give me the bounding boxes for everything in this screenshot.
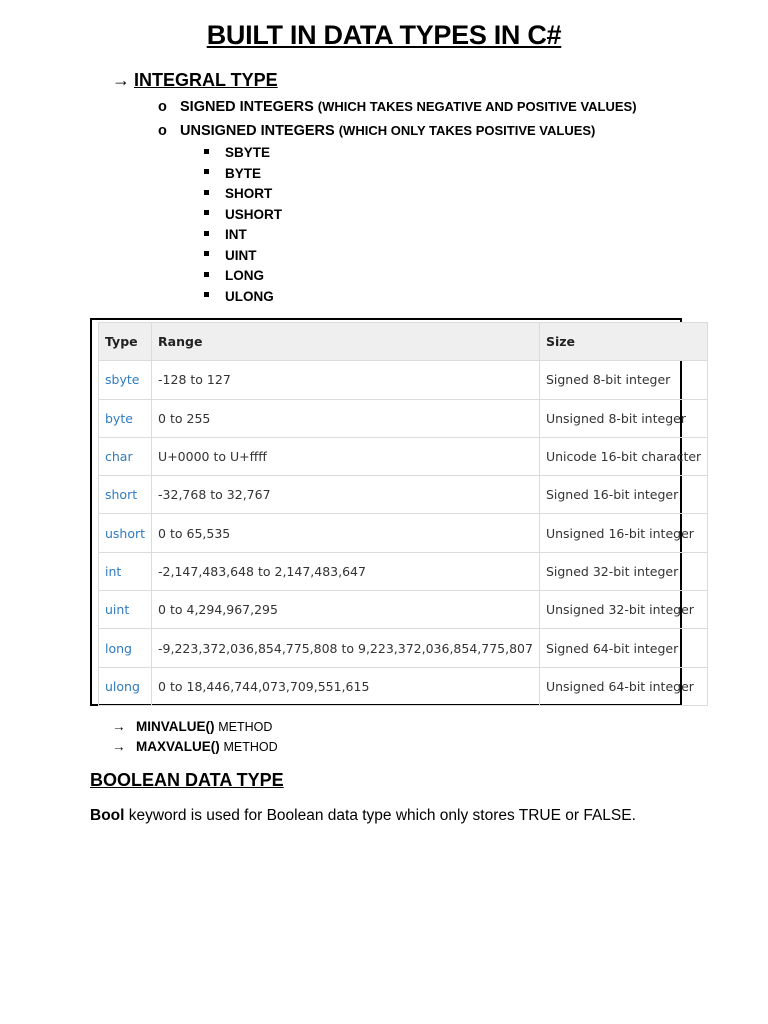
table-row [99, 552, 708, 590]
type-cell[interactable]: short [99, 476, 152, 514]
subtype-label: SIGNED INTEGERS [180, 99, 314, 115]
type-name: SBYTE [225, 145, 271, 160]
range-cell: 0 to 18,446,744,073,709,551,615 [152, 667, 540, 705]
bool-keyword: Bool [90, 807, 125, 824]
table-row [99, 361, 708, 399]
integer-subtype-list [158, 97, 637, 145]
size-cell: Unsigned 32-bit integer [539, 591, 707, 629]
type-cell[interactable]: long [99, 629, 152, 667]
integral-type-label: INTEGRAL TYPE [134, 70, 278, 90]
type-cell[interactable]: byte [99, 399, 152, 437]
integer-type-list [204, 143, 282, 307]
type-name: USHORT [225, 206, 282, 222]
type-name: BYTE [225, 165, 262, 181]
table-row [99, 667, 708, 705]
square-bullet-icon [204, 231, 209, 236]
method-kind: METHOD [223, 740, 278, 754]
list-item [204, 143, 282, 164]
column-header-range: Range [152, 323, 540, 361]
method-name: MAXVALUE() [136, 739, 220, 754]
range-cell: -2,147,483,648 to 2,147,483,647 [152, 552, 540, 590]
subtype-note: (WHICH TAKES NEGATIVE AND POSITIVE VALUES) [317, 99, 637, 114]
type-cell[interactable]: ulong [99, 667, 152, 705]
method-kind: METHOD [218, 720, 273, 734]
type-cell[interactable]: ushort [99, 514, 152, 552]
boolean-description-text: keyword is used for Boolean data type which only stores TRUE or FALSE. [124, 807, 636, 824]
subtype-label: UNSIGNED INTEGERS [180, 123, 335, 139]
arrow-right-icon: → [112, 739, 126, 754]
arrow-right-icon: → [112, 70, 130, 90]
column-header-size: Size [539, 323, 707, 361]
table-row [99, 629, 708, 667]
square-bullet-icon [204, 292, 209, 297]
method-name: MINVALUE() [136, 719, 215, 734]
list-item [204, 225, 282, 246]
size-cell: Signed 32-bit integer [539, 552, 707, 590]
range-cell: 0 to 65,535 [152, 514, 540, 552]
type-cell[interactable]: char [99, 437, 152, 475]
column-header-type: Type [99, 323, 152, 361]
page-title: BUILT IN DATA TYPES IN C# [206, 20, 562, 50]
size-cell: Signed 8-bit integer [539, 361, 707, 399]
list-item [204, 287, 282, 308]
type-cell[interactable]: sbyte [99, 361, 152, 399]
type-cell[interactable]: uint [99, 591, 152, 629]
table-row [99, 514, 708, 552]
size-cell: Unsigned 64-bit integer [539, 667, 707, 705]
data-types-table [98, 322, 708, 706]
range-cell: -32,768 to 32,767 [152, 476, 540, 514]
arrow-right-icon: → [112, 719, 126, 734]
type-name: LONG [225, 268, 264, 283]
square-bullet-icon [204, 210, 209, 215]
list-item [204, 246, 282, 267]
type-name: UINT [225, 247, 257, 263]
square-bullet-icon [204, 190, 209, 195]
boolean-description [90, 807, 636, 825]
size-cell: Unsigned 16-bit integer [539, 514, 707, 552]
methods-list [112, 717, 278, 757]
size-cell: Signed 16-bit integer [539, 476, 707, 514]
list-item [204, 205, 282, 226]
square-bullet-icon [204, 149, 209, 154]
table-row [99, 591, 708, 629]
square-bullet-icon [204, 251, 209, 256]
square-bullet-icon [204, 169, 209, 174]
size-cell: Unicode 16-bit character [539, 437, 707, 475]
list-item [204, 164, 282, 185]
type-cell[interactable]: int [99, 552, 152, 590]
integral-type-heading [112, 70, 278, 91]
boolean-heading: BOOLEAN DATA TYPE [90, 770, 284, 790]
range-cell: -9,223,372,036,854,775,808 to 9,223,372,036,854,775,807 [152, 629, 540, 667]
bullet-o-icon: o [158, 99, 167, 115]
data-types-table-frame [90, 318, 702, 706]
range-cell: 0 to 255 [152, 399, 540, 437]
subtype-note: (WHICH ONLY TAKES POSITIVE VALUES) [338, 123, 596, 138]
table-row [99, 437, 708, 475]
list-item [204, 266, 282, 287]
list-item [158, 121, 637, 145]
table-row [99, 399, 708, 437]
table-row [99, 476, 708, 514]
list-item [204, 184, 282, 205]
type-name: SHORT [225, 186, 273, 201]
type-name: ULONG [225, 288, 274, 304]
type-name: INT [225, 227, 247, 242]
size-cell: Signed 64-bit integer [539, 629, 707, 667]
size-cell: Unsigned 8-bit integer [539, 399, 707, 437]
bullet-o-icon: o [158, 123, 167, 139]
table-header-row [99, 323, 708, 361]
range-cell: U+0000 to U+ffff [152, 437, 540, 475]
square-bullet-icon [204, 272, 209, 277]
range-cell: -128 to 127 [152, 361, 540, 399]
list-item [158, 97, 637, 121]
range-cell: 0 to 4,294,967,295 [152, 591, 540, 629]
list-item [112, 737, 278, 757]
list-item [112, 717, 278, 737]
